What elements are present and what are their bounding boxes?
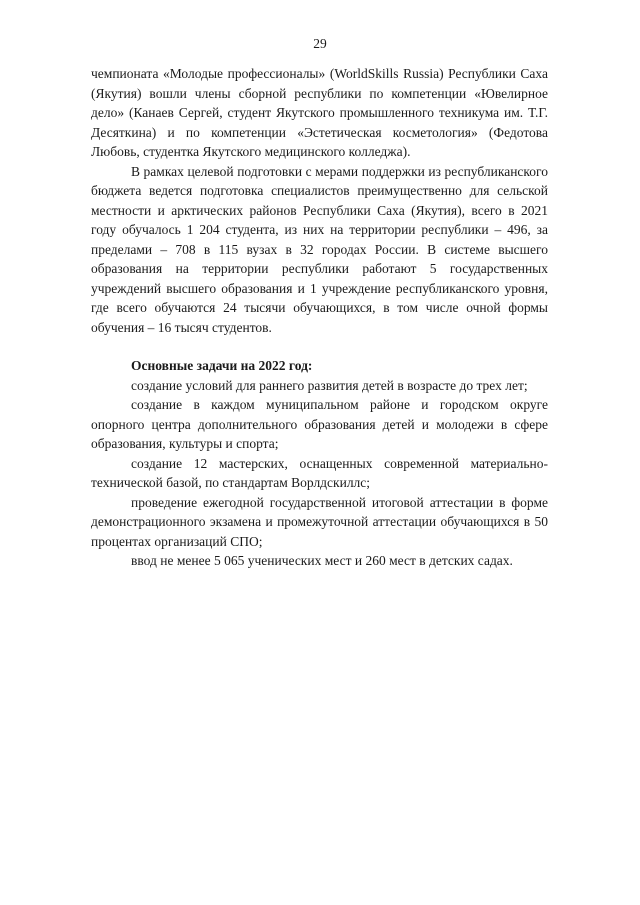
task-item-school-places: ввод не менее 5 065 ученических мест и 260 мест в детских садах. bbox=[131, 553, 513, 568]
paragraph-targeted-training: В рамках целевой подготовки с мерами поддержки из республиканского бюджета ведется подготовка специалистов преимущественно для сельской местности и арктических районов Республики Саха (Якутия), всего в 2021 году обучалось 1 204 студента, из них на территории республики – 496, за пределами – 708 в 115 вузах в 32 городах России. В системе высшего образования на территории республики работают 5 государственных учреждений высшего образования и 1 учреждение республиканского уровня, где всего обучаются 24 тысячи обучающихся, в том числе очной формы обучения – 16 тысяч студентов. bbox=[91, 163, 548, 335]
paragraph-worldskills: чемпионата «Молодые профессионалы» (WorldSkills Russia) Республики Саха (Якутия) вошли члены сборной республики по компетенции «Ювелирное дело» (Канаев Сергей, студент Якутского промышленного техникума им. Т.Г. Десяткина) и по компетенции «Эстетическая косметология» (Федотова Любовь, студентка Якутского медицинского колледжа). bbox=[91, 66, 548, 159]
task-item-support-centers: создание в каждом муниципальном районе и городском округе опорного центра дополнительного образования детей и молодежи в сфере образования, культуры и спорта; bbox=[91, 397, 548, 451]
tasks-heading: Основные задачи на 2022 год: bbox=[131, 358, 313, 373]
task-item-workshops: создание 12 мастерских, оснащенных современной материально-технической базой, по стандартам Ворлдскиллс; bbox=[91, 455, 548, 490]
page-number: 29 bbox=[313, 36, 327, 51]
task-item-attestation: проведение ежегодной государственной итоговой аттестации в форме демонстрационного экзамена и промежуточной аттестации обучающихся в 50 процентах организаций СПО; bbox=[91, 494, 548, 549]
document-body bbox=[91, 64, 548, 571]
task-item-early-development: создание условий для раннего развития детей в возрасте до трех лет; bbox=[131, 377, 528, 393]
